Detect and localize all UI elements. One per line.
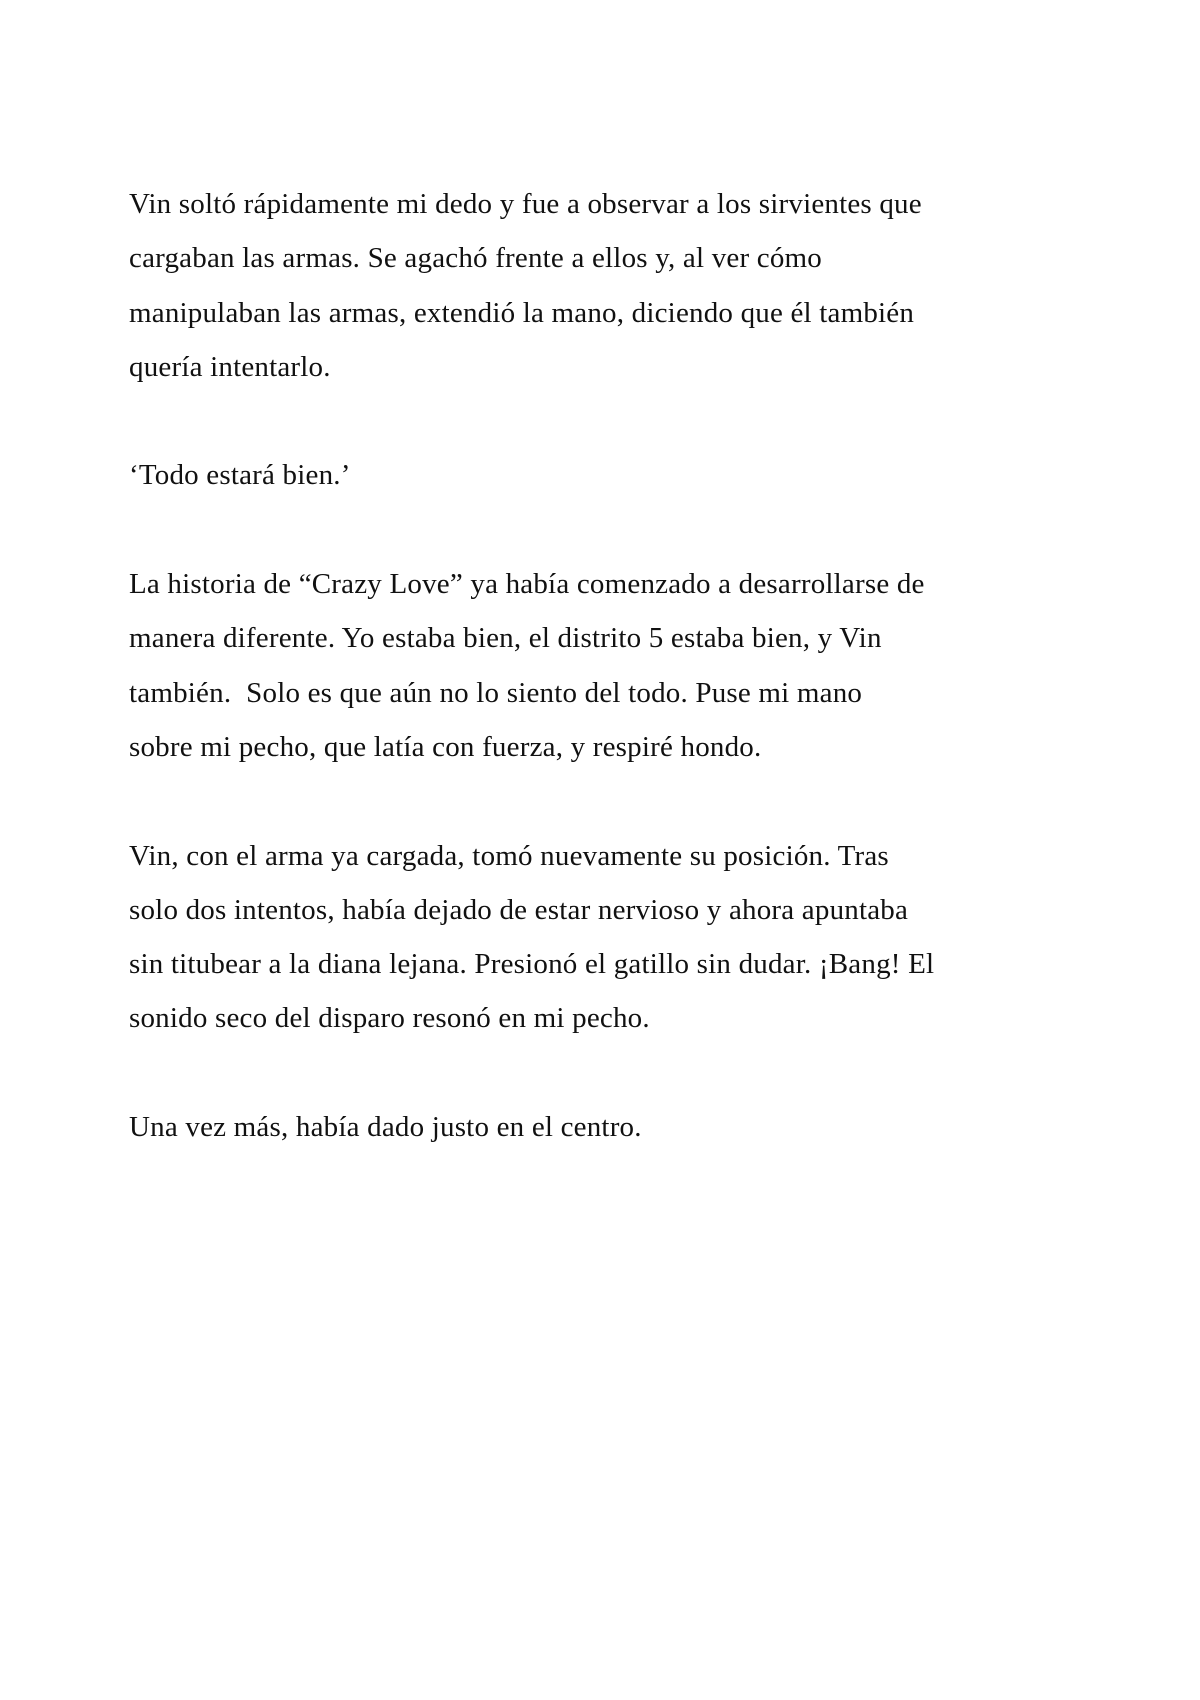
paragraph-4 (129, 829, 1089, 1046)
text-line: cargaban las armas. Se agachó frente a ellos y, al ver cómo (129, 242, 823, 275)
text-line: sonido seco del disparo resonó en mi pecho. (129, 1002, 650, 1035)
text-line: quería intentarlo. (129, 350, 331, 383)
text-line: manipulaban las armas, extendió la mano, diciendo que él también (129, 296, 915, 329)
text-line: Vin, con el arma ya cargada, tomó nuevamente su posición. Tras (129, 839, 889, 872)
document-page (129, 177, 1089, 1209)
text-line: manera diferente. Yo estaba bien, el distrito 5 estaba bien, y Vin (129, 622, 882, 655)
text-line: solo dos intentos, había dejado de estar nervioso y ahora apuntaba (129, 893, 909, 926)
paragraph-1 (129, 177, 1089, 394)
text-line: sobre mi pecho, que latía con fuerza, y respiré hondo. (129, 730, 762, 763)
text-line: Una vez más, había dado justo en el centro. (129, 1111, 642, 1144)
text-line: ‘Todo estará bien.’ (129, 459, 351, 492)
text-line: Vin soltó rápidamente mi dedo y fue a observar a los sirvientes que (129, 188, 922, 220)
text-line: La historia de “Crazy Love” ya había comenzado a desarrollarse de (129, 568, 925, 601)
paragraph-3 (129, 557, 1089, 774)
paragraph-5 (129, 1100, 1089, 1154)
text-line: sin titubear a la diana lejana. Presionó el gatillo sin dudar. ¡Bang! El (129, 948, 935, 981)
text-line: también. Solo es que aún no lo siento del todo. Puse mi mano (129, 676, 863, 709)
paragraph-2-quote (129, 448, 1089, 502)
